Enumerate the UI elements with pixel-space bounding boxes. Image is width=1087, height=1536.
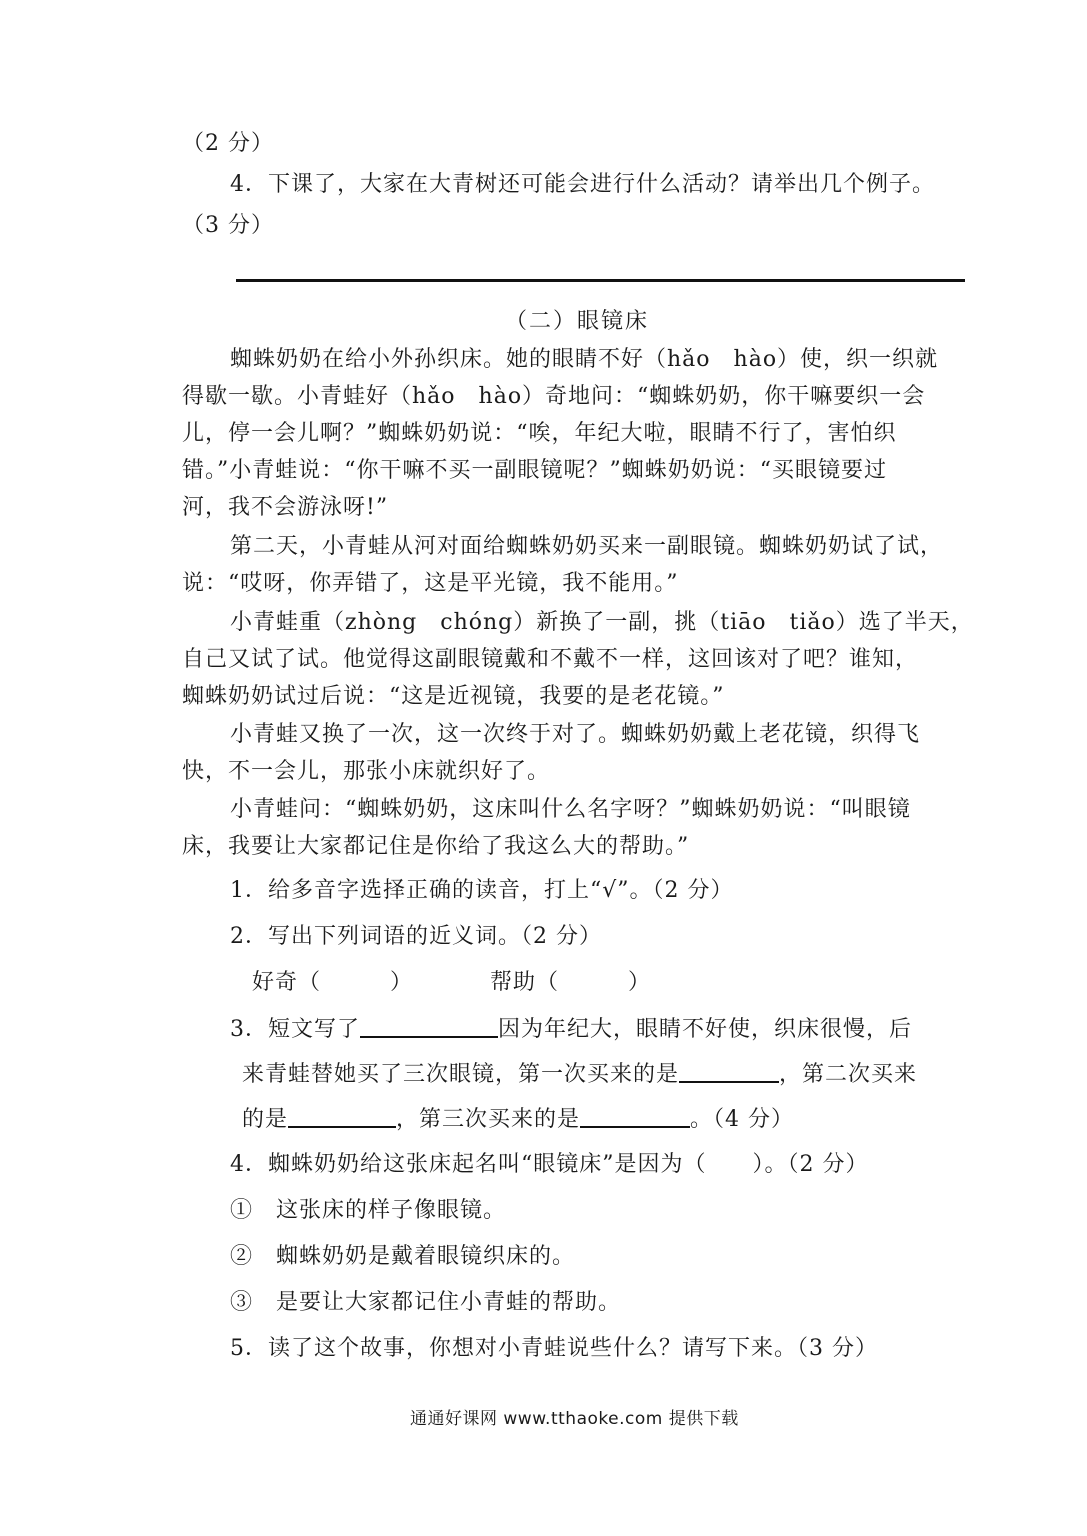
passage-line: 快，不一会儿，那张小床就织好了。	[182, 759, 551, 784]
passage-line: 得歇一歇。小青蛙好（hǎo hào）奇地问：“蜘蛛奶奶，你干嘛要织一会	[182, 384, 926, 409]
question-3-line-1	[230, 1014, 912, 1045]
passage-line: 小青蛙问：“蜘蛛奶奶，这床叫什么名字呀？”蜘蛛奶奶说：“叫眼镜	[230, 797, 911, 822]
footer-source: 通通好课网 www.tthaoke.com 提供下载	[410, 1409, 739, 1429]
question-3-text: 因为年纪大，眼睛不好使，织床很慢，后	[498, 1017, 913, 1042]
option-1: ① 这张床的样子像眼镜。	[230, 1198, 507, 1223]
answer-blank[interactable]	[360, 1014, 498, 1038]
synonym-item-1: 好奇（ ）	[252, 970, 414, 995]
passage-line: 儿，停一会儿啊？”蜘蛛奶奶说：“唉，年纪大啦，眼睛不行了，害怕织	[182, 421, 897, 446]
passage-line: 床，我要让大家都记住是你给了我这么大的帮助。”	[182, 834, 690, 859]
passage-line: 说：“哎呀，你弄错了，这是平光镜，我不能用。”	[182, 571, 679, 596]
passage-line: 蜘蛛奶奶在给小外孙织床。她的眼睛不好（hǎo hào）使，织一织就	[230, 347, 939, 372]
passage-line: 蜘蛛奶奶试过后说：“这是近视镜，我要的是老花镜。”	[182, 684, 725, 709]
prev-q3-score: （2 分）	[182, 131, 274, 156]
passage-line: 自己又试了试。他觉得这副眼镜戴和不戴不一样，这回该对了吧？谁知，	[182, 647, 919, 672]
passage-line: 错。”小青蛙说：“你干嘛不买一副眼镜呢？”蜘蛛奶奶说：“买眼镜要过	[182, 458, 887, 483]
question-3-text: ，第三次买来的是	[396, 1107, 581, 1132]
question-5: 5．读了这个故事，你想对小青蛙说些什么？请写下来。（3 分）	[230, 1336, 878, 1361]
synonym-item-2: 帮助（ ）	[490, 970, 652, 995]
question-3-line-3	[242, 1104, 794, 1135]
answer-blank[interactable]	[580, 1104, 690, 1128]
passage-line: 第二天，小青蛙从河对面给蜘蛛奶奶买来一副眼镜。蜘蛛奶奶试了试，	[230, 534, 944, 559]
question-3-text: 的是	[242, 1107, 289, 1132]
answer-blank[interactable]	[288, 1104, 396, 1128]
question-1: 1．给多音字选择正确的读音，打上“√”。（2 分）	[230, 878, 734, 903]
question-2: 2．写出下列词语的近义词。（2 分）	[230, 924, 602, 949]
section-title: （二）眼镜床	[505, 309, 650, 334]
question-3-text: 来青蛙替她买了三次眼镜，第一次买来的是	[242, 1062, 680, 1087]
option-3: ③ 是要让大家都记住小青蛙的帮助。	[230, 1290, 622, 1315]
question-3-text: 。（4 分）	[690, 1107, 795, 1132]
question-3-text: ，第二次买来	[779, 1062, 918, 1087]
question-3-line-2	[242, 1059, 917, 1090]
answer-blank[interactable]	[679, 1059, 779, 1083]
prev-q4-text: 4．下课了，大家在大青树还可能会进行什么活动？请举出几个例子。	[230, 172, 935, 197]
question-4: 4．蜘蛛奶奶给这张床起名叫“眼镜床”是因为（ ）。（2 分）	[230, 1152, 869, 1177]
section-divider	[236, 279, 965, 282]
prev-q4-score: （3 分）	[182, 213, 274, 238]
question-3-text: 3．短文写了	[230, 1017, 360, 1042]
passage-line: 小青蛙又换了一次，这一次终于对了。蜘蛛奶奶戴上老花镜，织得飞	[230, 722, 921, 747]
passage-line: 小青蛙重（zhòng chóng）新换了一副，挑（tiāo tiǎo）选了半天，	[230, 610, 974, 635]
passage-line: 河，我不会游泳呀!”	[182, 495, 389, 520]
option-2: ② 蜘蛛奶奶是戴着眼镜织床的。	[230, 1244, 576, 1269]
